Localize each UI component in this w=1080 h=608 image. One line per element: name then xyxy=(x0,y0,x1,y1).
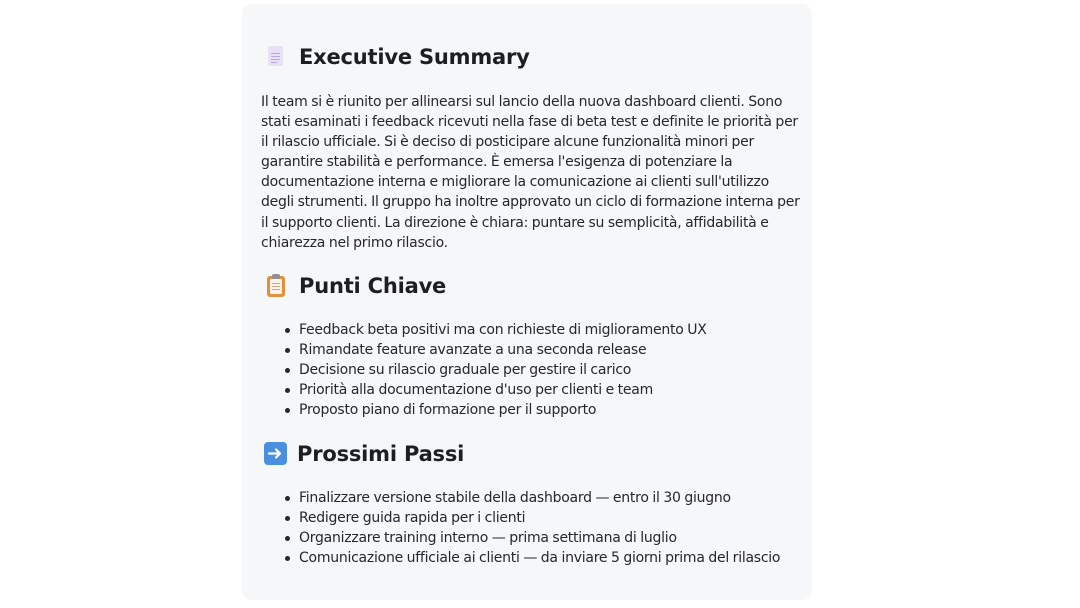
list-item: Redigere guida rapida per i clienti xyxy=(299,508,839,528)
list-item: Rimandate feature avanzate a una seconda release xyxy=(299,340,839,360)
next-steps-list xyxy=(261,488,839,568)
list-item: Decisione su rilascio graduale per gestire il carico xyxy=(299,360,839,380)
clipboard-icon xyxy=(264,274,288,298)
list-item: Finalizzare versione stabile della dashboard — entro il 30 giugno xyxy=(299,488,839,508)
summary-card xyxy=(242,4,812,600)
next-steps-heading xyxy=(264,442,464,466)
right-arrow-icon xyxy=(264,442,288,466)
list-item: Feedback beta positivi ma con richieste di miglioramento UX xyxy=(299,320,839,340)
executive-summary-title: Executive Summary xyxy=(299,45,530,69)
list-item: Organizzare training interno — prima settimana di luglio xyxy=(299,528,839,548)
list-item: Proposto piano di formazione per il supporto xyxy=(299,400,839,420)
executive-summary-heading xyxy=(264,45,530,69)
next-steps-title: Prossimi Passi xyxy=(297,442,465,466)
key-points-list xyxy=(261,320,839,420)
executive-summary-text: Il team si è riunito per allinearsi sul lancio della nuova dashboard clienti. Sono stati esaminati i feedback ricevuti nella fase di beta test e definite le priorità per il rilascio ufficiale. Si è deciso di posticipare alcune funzionalità minori per garantire stabilità e performance. È emersa l'esigenza di potenziare la documentazione interna e migliorare la comunicazione ai clienti sull'utilizzo degli strumenti. Il gruppo ha inoltre approvato un ciclo di formazione interna per il supporto clienti. La direzione è chiara: puntare su semplicità, affidabilità e chiarezza nel primo rilascio. xyxy=(261,94,800,251)
list-item: Comunicazione ufficiale ai clienti — da inviare 5 giorni prima del rilascio xyxy=(299,548,839,568)
list-item: Priorità alla documentazione d'uso per clienti e team xyxy=(299,380,839,400)
key-points-heading xyxy=(264,274,446,298)
page-document-icon xyxy=(264,45,288,69)
key-points-title: Punti Chiave xyxy=(299,274,447,298)
